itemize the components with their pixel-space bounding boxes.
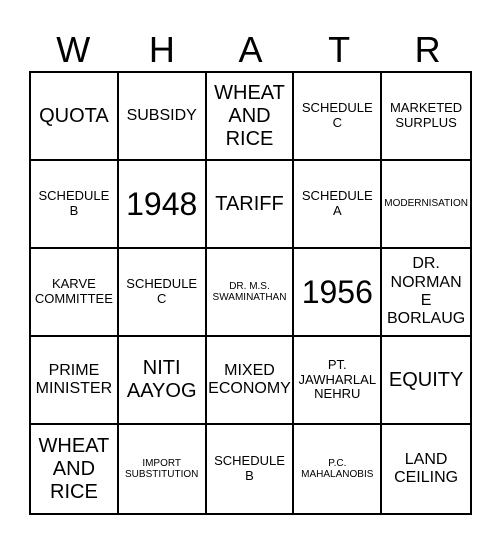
header-letter-h: H xyxy=(148,29,175,70)
bingo-cell[interactable]: DR. M.S. SWAMINATHAN xyxy=(207,249,295,337)
bingo-cell[interactable]: TARIFF xyxy=(207,161,295,249)
bingo-cell[interactable]: WHEAT AND RICE xyxy=(31,425,119,513)
bingo-cell[interactable]: SCHEDULE A xyxy=(294,161,382,249)
bingo-cell[interactable]: SUBSIDY xyxy=(119,73,207,161)
header-letter-w: W xyxy=(56,29,91,70)
bingo-cell[interactable]: MIXED ECONOMY xyxy=(207,337,295,425)
bingo-cell[interactable]: SCHEDULE C xyxy=(294,73,382,161)
bingo-cell[interactable]: SCHEDULE C xyxy=(119,249,207,337)
bingo-cell[interactable]: MODERNISATION xyxy=(382,161,470,249)
header-letter-t: T xyxy=(328,29,351,70)
bingo-cell[interactable]: LAND CEILING xyxy=(394,450,459,486)
bingo-cell[interactable]: DR. NORMAN E BORLAUG xyxy=(382,249,470,337)
bingo-header xyxy=(29,28,472,72)
bingo-cell[interactable]: QUOTA xyxy=(31,73,119,161)
bingo-cell[interactable]: EQUITY xyxy=(382,337,470,425)
bingo-cell[interactable]: KARVE COMMITTEE xyxy=(31,249,119,337)
header-letter-a: A xyxy=(238,29,263,70)
bingo-cell[interactable]: WHEAT AND RICE xyxy=(207,73,295,161)
bingo-cell[interactable]: IMPORT SUBSTITUTION xyxy=(119,425,207,513)
header-letter-r: R xyxy=(414,29,441,70)
bingo-cell[interactable]: 1956 xyxy=(294,249,382,337)
bingo-cell[interactable]: PRIME MINISTER xyxy=(31,337,119,425)
bingo-cell[interactable]: 1948 xyxy=(119,161,207,249)
bingo-cell[interactable]: MARKETED SURPLUS xyxy=(382,73,470,161)
bingo-cell[interactable]: NITI AAYOG xyxy=(119,337,207,425)
bingo-grid xyxy=(29,71,472,515)
bingo-cell[interactable]: P.C. MAHALANOBIS xyxy=(294,425,382,513)
bingo-cell[interactable]: SCHEDULE B xyxy=(207,425,295,513)
bingo-cell[interactable]: PT. JAWHARLAL NEHRU xyxy=(294,337,382,425)
bingo-cell[interactable]: SCHEDULE B xyxy=(31,161,119,249)
